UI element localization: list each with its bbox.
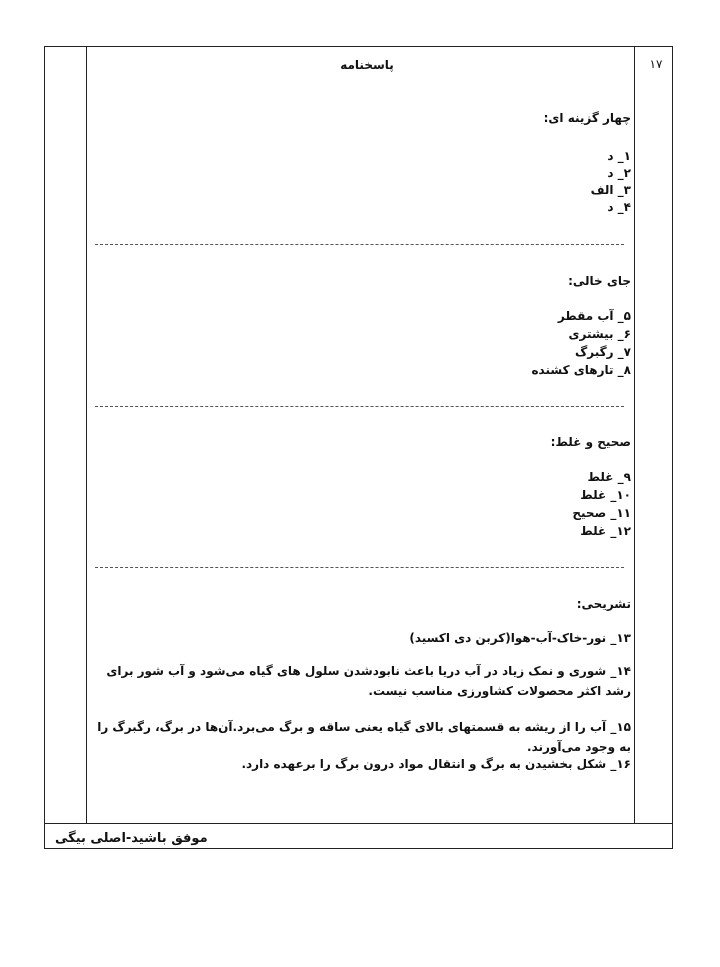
answer-sheet-frame xyxy=(44,46,673,849)
footer-signature: موفق باشید-اصلی بیگی xyxy=(55,831,208,846)
answer-item: ۹_ غلط xyxy=(587,470,631,484)
answer-item: ۸_ تارهای کشنده xyxy=(531,363,631,377)
answer-item: ۱۳_ نور-خاک-آب-هوا(کربن دی اکسید) xyxy=(409,631,631,645)
section-separator xyxy=(95,244,624,245)
footer-divider xyxy=(45,823,672,824)
answer-item: ۱۲_ غلط xyxy=(580,524,631,538)
fill-blank-heading: جای خالی: xyxy=(568,274,631,288)
answer-item: ۴_ د xyxy=(607,200,631,214)
right-margin-line xyxy=(634,47,635,823)
answer-item: ۵_ آب مقطر xyxy=(557,309,631,323)
multiple-choice-heading: چهار گزینه ای: xyxy=(543,111,631,125)
answer-item: ۱_ د xyxy=(607,149,631,163)
true-false-heading: صحیح و غلط: xyxy=(550,435,631,449)
answer-item: ۶_ بیشتری xyxy=(568,327,631,341)
answer-item: ۳_ الف xyxy=(590,183,631,197)
answer-item: ۲_ د xyxy=(607,166,631,180)
answer-item: ۱۰_ غلط xyxy=(580,488,631,502)
answer-item: ۱۴_ شوری و نمک زیاد در آب دریا باعث نابودشدن سلول های گیاه می‌شود و آب شور برای رشد اکثر محصولات کشاورزی مناسب نیست. xyxy=(106,664,631,698)
question-number: ۱۷ xyxy=(649,57,663,71)
page-title: پاسخنامه xyxy=(340,58,394,72)
section-separator xyxy=(95,567,624,568)
answer-item: ۱۶_ شکل بخشیدن به برگ و انتقال مواد درون برگ را برعهده دارد. xyxy=(241,757,631,771)
answer-item: ۱۱_ صحیح xyxy=(572,506,631,520)
section-separator xyxy=(95,406,624,407)
descriptive-heading: تشریحی: xyxy=(576,597,631,611)
answer-item: ۱۵_ آب را از ریشه به قسمتهای بالای گیاه یعنی ساقه و برگ می‌برد.آن‌ها در برگ، رگبرگ را به وجود می‌آورند. xyxy=(97,720,631,754)
answer-item: ۷_ رگبرگ xyxy=(574,345,631,359)
left-margin-line xyxy=(86,47,87,823)
